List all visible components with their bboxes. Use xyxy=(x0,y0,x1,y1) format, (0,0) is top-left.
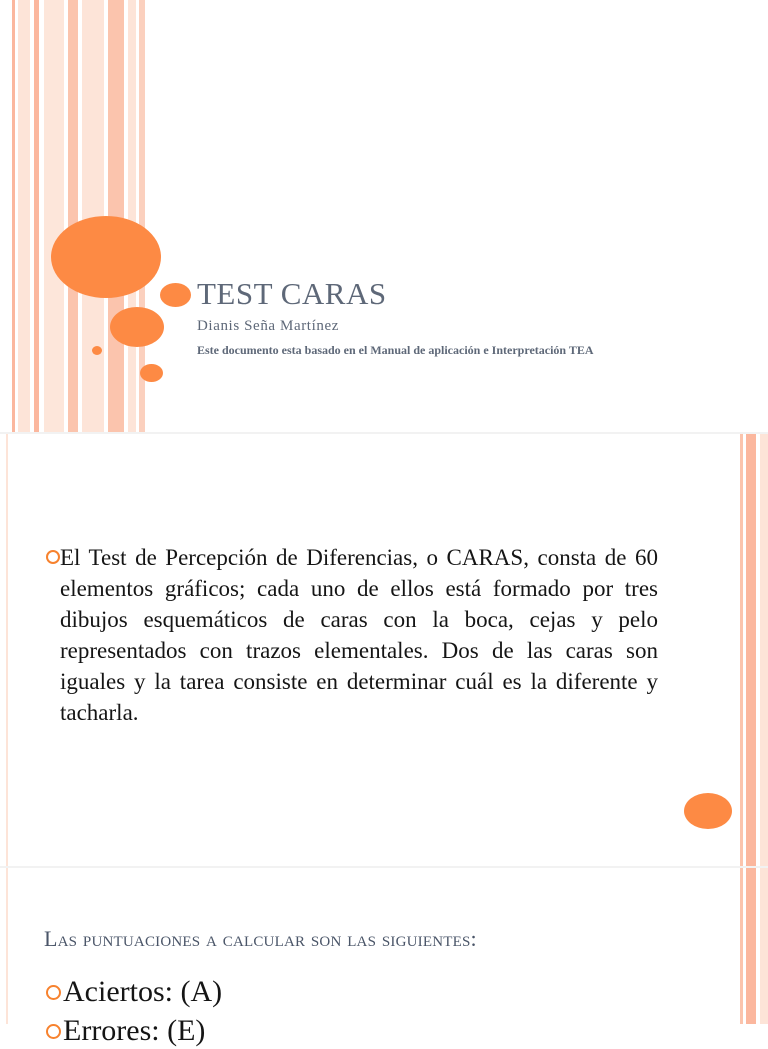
description-bullet xyxy=(46,542,658,728)
decorative-stripe xyxy=(128,0,136,432)
decorative-circle-small xyxy=(160,283,191,307)
decorative-stripe xyxy=(6,868,8,1024)
decorative-stripe xyxy=(740,868,743,1024)
presentation-title: TEST CARAS xyxy=(197,276,387,311)
decorative-stripe xyxy=(12,0,15,432)
decorative-stripe xyxy=(44,0,64,432)
bullet-ring-icon xyxy=(46,985,61,1000)
title-slide xyxy=(0,0,768,432)
decorative-stripe xyxy=(68,0,78,432)
description-slide xyxy=(0,434,768,866)
decorative-stripe xyxy=(746,434,756,866)
decorative-circle-medium xyxy=(110,307,164,347)
decorative-stripe xyxy=(740,434,743,866)
decorative-circle-large xyxy=(51,216,161,298)
source-note: Este documento esta basado en el Manual de aplicación e Interpretación TEA xyxy=(197,343,594,357)
decorative-stripe xyxy=(746,868,756,1024)
decorative-stripe xyxy=(760,868,768,1024)
decorative-circle xyxy=(684,793,732,829)
scores-heading: Las puntuaciones a calcular son las siguientes: xyxy=(44,926,477,951)
decorative-dot xyxy=(92,346,102,355)
author-name: Dianis Seña Martínez xyxy=(197,318,339,334)
decorative-circle-small xyxy=(140,364,163,382)
decorative-stripe xyxy=(34,0,39,432)
scores-slide xyxy=(0,868,768,1047)
decorative-stripe xyxy=(760,434,768,866)
score-item-aciertos: Aciertos: (A) xyxy=(63,975,223,1008)
list-item xyxy=(46,974,222,1010)
decorative-stripe xyxy=(18,0,30,432)
decorative-stripe xyxy=(6,434,8,866)
bullet-ring-icon xyxy=(46,1024,61,1039)
description-paragraph: El Test de Percepción de Diferencias, o CARAS, consta de 60 elementos gráficos; cada uno de ellos está formado por tres dibujos esquemáticos de caras con la boca, cejas y pelo representados con trazos elementales. Dos de las caras son iguales y la tarea consiste en determinar cuál es la diferente y tacharla. xyxy=(60,545,658,725)
bullet-ring-icon xyxy=(46,550,60,564)
score-item-errores: Errores: (E) xyxy=(63,1014,206,1047)
list-item xyxy=(46,1013,205,1049)
